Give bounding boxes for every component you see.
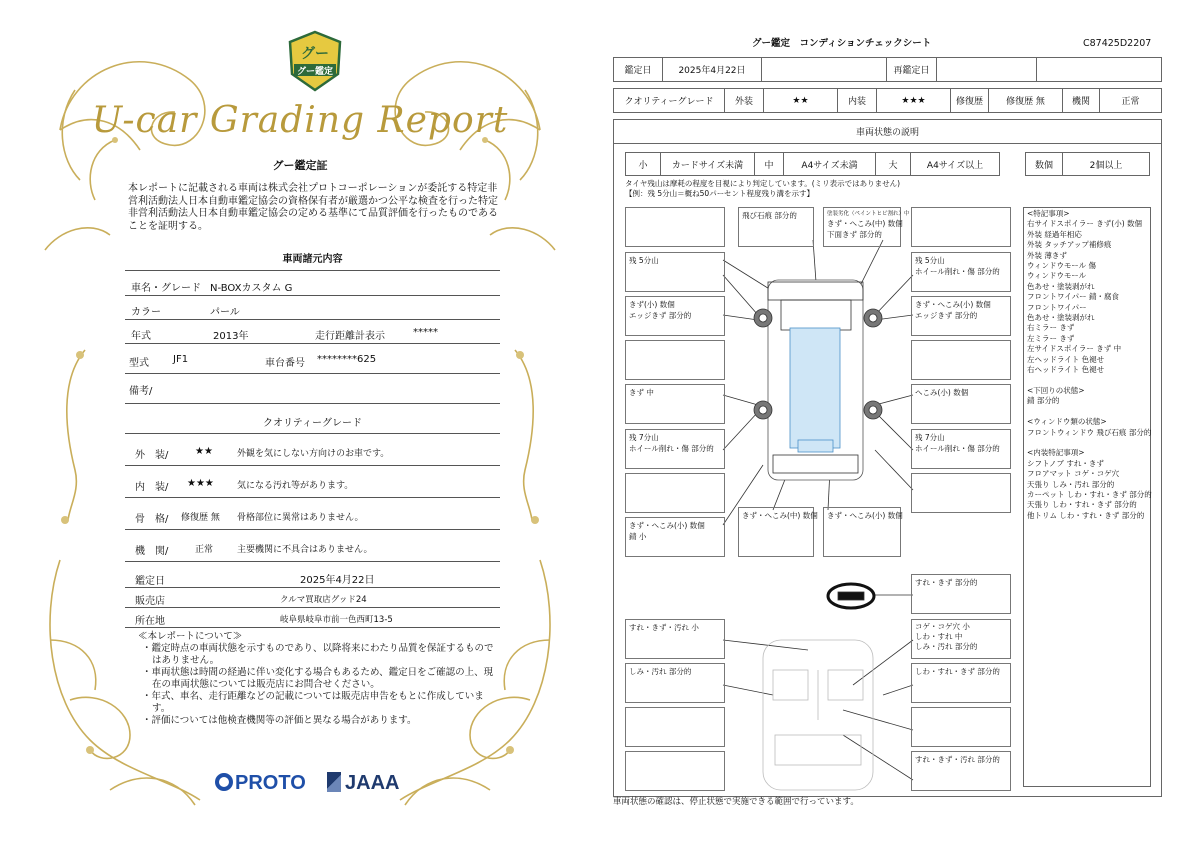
- note-line: 右ヘッドライト 色褪せ: [1027, 365, 1105, 375]
- spec-row-year: 年式 2013年 走行距離計表示 *****: [125, 320, 500, 344]
- note-line: 色あせ・塗装剥がれ: [1027, 281, 1095, 291]
- script-title: U-car Grading Report: [91, 100, 509, 141]
- damage-box: すれ・きず・汚れ 部分的: [911, 751, 1011, 791]
- damage-box: [625, 207, 725, 247]
- note-line: 錆 部分的: [1027, 396, 1060, 406]
- note-line: 天張り しわ・すれ・きず 部分的: [1027, 500, 1137, 510]
- damage-box: コゲ・コゲ穴 小 しわ・すれ 中 しみ・汚れ 部分的: [911, 619, 1011, 659]
- damage-box: [911, 340, 1011, 380]
- note-line: [1027, 407, 1152, 417]
- note-line: 右ミラー きず: [1027, 323, 1075, 333]
- info-row-shop: 販売店 クルマ買取店グッド24: [125, 588, 500, 608]
- note-line: 他トリム しわ・すれ・きず 部分的: [1027, 510, 1145, 520]
- info-row-address: 所在地 岐阜県岐阜市前一色西町13-5: [125, 608, 500, 628]
- damage-box: [625, 707, 725, 747]
- condition-title: 車両状態の説明: [613, 119, 1162, 144]
- sheet-code: C87425D2207: [1083, 38, 1152, 49]
- note-line: 左サイドスポイラー きず 中: [1027, 344, 1122, 354]
- damage-box: きず・へこみ(中) 数個: [738, 507, 814, 557]
- damage-box: すれ・きず 部分的: [911, 574, 1011, 614]
- note-line: ウィンドウモール 傷: [1027, 261, 1096, 271]
- note-line: カーペット しわ・すれ・きず 部分的: [1027, 489, 1152, 499]
- appraisal-date-label: 鑑定日: [613, 57, 663, 82]
- tire-note: タイヤ残山は摩耗の程度を目視により判定しています。(ミリ表示ではありません) 【例：残 5分山＝概ね50パーセント程度残り溝を示す】: [625, 179, 901, 198]
- damage-box: 残 5分山 ホイール削れ・傷 部分的: [911, 252, 1011, 292]
- damage-box: [625, 751, 725, 791]
- note-line: 右サイドスポイラー きず(小) 数個: [1027, 219, 1143, 229]
- note-line: フロントワイパー 錆・腐食: [1027, 292, 1120, 302]
- damage-box: きず・へこみ(小) 数個 錆 小: [625, 517, 725, 557]
- damage-box: 塗装劣化（ペイントヒビ割れ）中 きず・へこみ(中) 数個 下面きず 部分的: [823, 207, 901, 247]
- damage-box: きず・へこみ(小) 数個: [823, 507, 901, 557]
- damage-box: 残 7分山 ホイール削れ・傷 部分的: [625, 429, 725, 469]
- certificate-text: 本レポートに記載される車両は株式会社プロトコーポレーションが委託する特定非営利活動法人日本自動車鑑定協会の資格保有者が厳選かつ公平な検査を行った特定非営利活動法人日本自動車鑑定協会の定める基準にて品質評価を行ったものであることを証明する。: [128, 183, 498, 232]
- footer-logos: [0, 770, 600, 800]
- reappraisal-label: 再鑑定日: [886, 57, 937, 82]
- spec-row-name: 車名・グレード N-BOXカスタム G: [125, 272, 500, 296]
- engine-status: 正常: [1099, 88, 1162, 113]
- svg-text:グー: グー: [301, 46, 329, 62]
- info-row-date: 鑑定日 2025年4月22日: [125, 566, 500, 588]
- note-line: <特記事項>: [1027, 209, 1070, 218]
- note-line: 天張り しみ・汚れ 部分的: [1027, 479, 1115, 489]
- damage-box: しみ・汚れ 部分的: [625, 663, 725, 703]
- repair-history: 修復歴 無: [988, 88, 1063, 113]
- damage-box: 飛び石痕 部分的: [738, 207, 814, 247]
- sheet-footer: 車両状態の確認は、停止状態で実施できる範囲で行っています。: [613, 797, 859, 807]
- note-line: 左ヘッドライト 色褪せ: [1027, 354, 1105, 364]
- note-line: <内装特記事項>: [1027, 448, 1085, 458]
- spec-row-model: 型式 JF1 車台番号 ********625: [125, 344, 500, 374]
- spec-row-remarks: 備考/: [125, 374, 500, 404]
- note-line: フロントウィンドウ 飛び石痕 部分的: [1027, 427, 1152, 437]
- damage-box: しわ・すれ・きず 部分的: [911, 663, 1011, 703]
- jaaa-logo: JAAA: [327, 772, 399, 795]
- note-line: フロアマット コゲ・コゲ穴: [1027, 469, 1120, 479]
- exterior-grade: ★★: [763, 88, 838, 113]
- note-line: <下回りの状態>: [1027, 385, 1085, 395]
- note-line: 外装 経過年相応: [1027, 229, 1082, 239]
- proto-logo: PROTO: [215, 772, 306, 795]
- damage-box: へこみ(小) 数個: [911, 384, 1011, 424]
- spec-row-color: カラー パール: [125, 296, 500, 320]
- quality-grade-label: クオリティーグレード: [613, 88, 725, 113]
- sheet-title: グー鑑定 コンディションチェックシート: [752, 38, 932, 49]
- quality-section-title: クオリティーグレード: [263, 418, 362, 429]
- damage-box: 残 5分山: [625, 252, 725, 292]
- interior-grade: ★★★: [876, 88, 951, 113]
- damage-box: 残 7分山 ホイール削れ・傷 部分的: [911, 429, 1011, 469]
- note-line: ウィンドウモール: [1027, 271, 1087, 281]
- appraisal-date-value: 2025年4月22日: [662, 57, 762, 82]
- note-line: [1027, 438, 1152, 448]
- goo-appraisal-emblem: [286, 30, 344, 92]
- note-line: 外装 タッチアップ補修痕: [1027, 240, 1112, 250]
- spec-section-title: 車両諸元内容: [282, 254, 343, 265]
- damage-box: きず・へこみ(小) 数個 エッジきず 部分的: [911, 296, 1011, 336]
- grade-row-exterior: 外 装/ ★★ 外観を気にしない方向けのお車です。: [125, 434, 500, 466]
- svg-text:グー鑑定: グー鑑定: [296, 67, 334, 77]
- note-line: <ウィンドウ類の状態>: [1027, 417, 1107, 427]
- note-line: 外装 薄きず: [1027, 250, 1067, 260]
- note-line: [1027, 376, 1152, 386]
- damage-box: [911, 207, 1011, 247]
- damage-box: すれ・きず・汚れ 小: [625, 619, 725, 659]
- grade-row-engine: 機 関/ 正常 主要機関に不具合はありません。: [125, 530, 500, 562]
- note-line: 色あせ・塗装剥がれ: [1027, 313, 1095, 323]
- note-line: シフトノブ すれ・きず: [1027, 458, 1104, 468]
- note-line: 左ミラー きず: [1027, 333, 1075, 343]
- grade-row-interior: 内 装/ ★★★ 気になる汚れ等があります。: [125, 466, 500, 498]
- damage-box: [911, 707, 1011, 747]
- damage-box: きず(小) 数個 エッジきず 部分的: [625, 296, 725, 336]
- damage-box: きず 中: [625, 384, 725, 424]
- note-line: フロントワイパー: [1027, 302, 1087, 312]
- damage-box: [911, 473, 1011, 513]
- damage-box: [625, 473, 725, 513]
- damage-box: [625, 340, 725, 380]
- certificate-title: グー鑑定証: [272, 159, 328, 172]
- special-notes-list: [1027, 209, 1152, 521]
- report-notes: ≪本レポートについて≫ ・鑑定時点の車両状態を示すものであり、以降将来にわたり品質を保証するものではありません。 ・車両状態は時間の経過に伴い変化する場合もあるため、鑑定日をご確認の上、現在の車両状態については販売店にお問合せください。 ・年式、車名、走行距離などの記載については販売店申告をもとに作成しています。 ・評価については他検査機関等の評価と異なる場合があります。: [138, 631, 494, 726]
- grade-row-frame: 骨 格/ 修復歴 無 骨格部位に異常はありません。: [125, 498, 500, 530]
